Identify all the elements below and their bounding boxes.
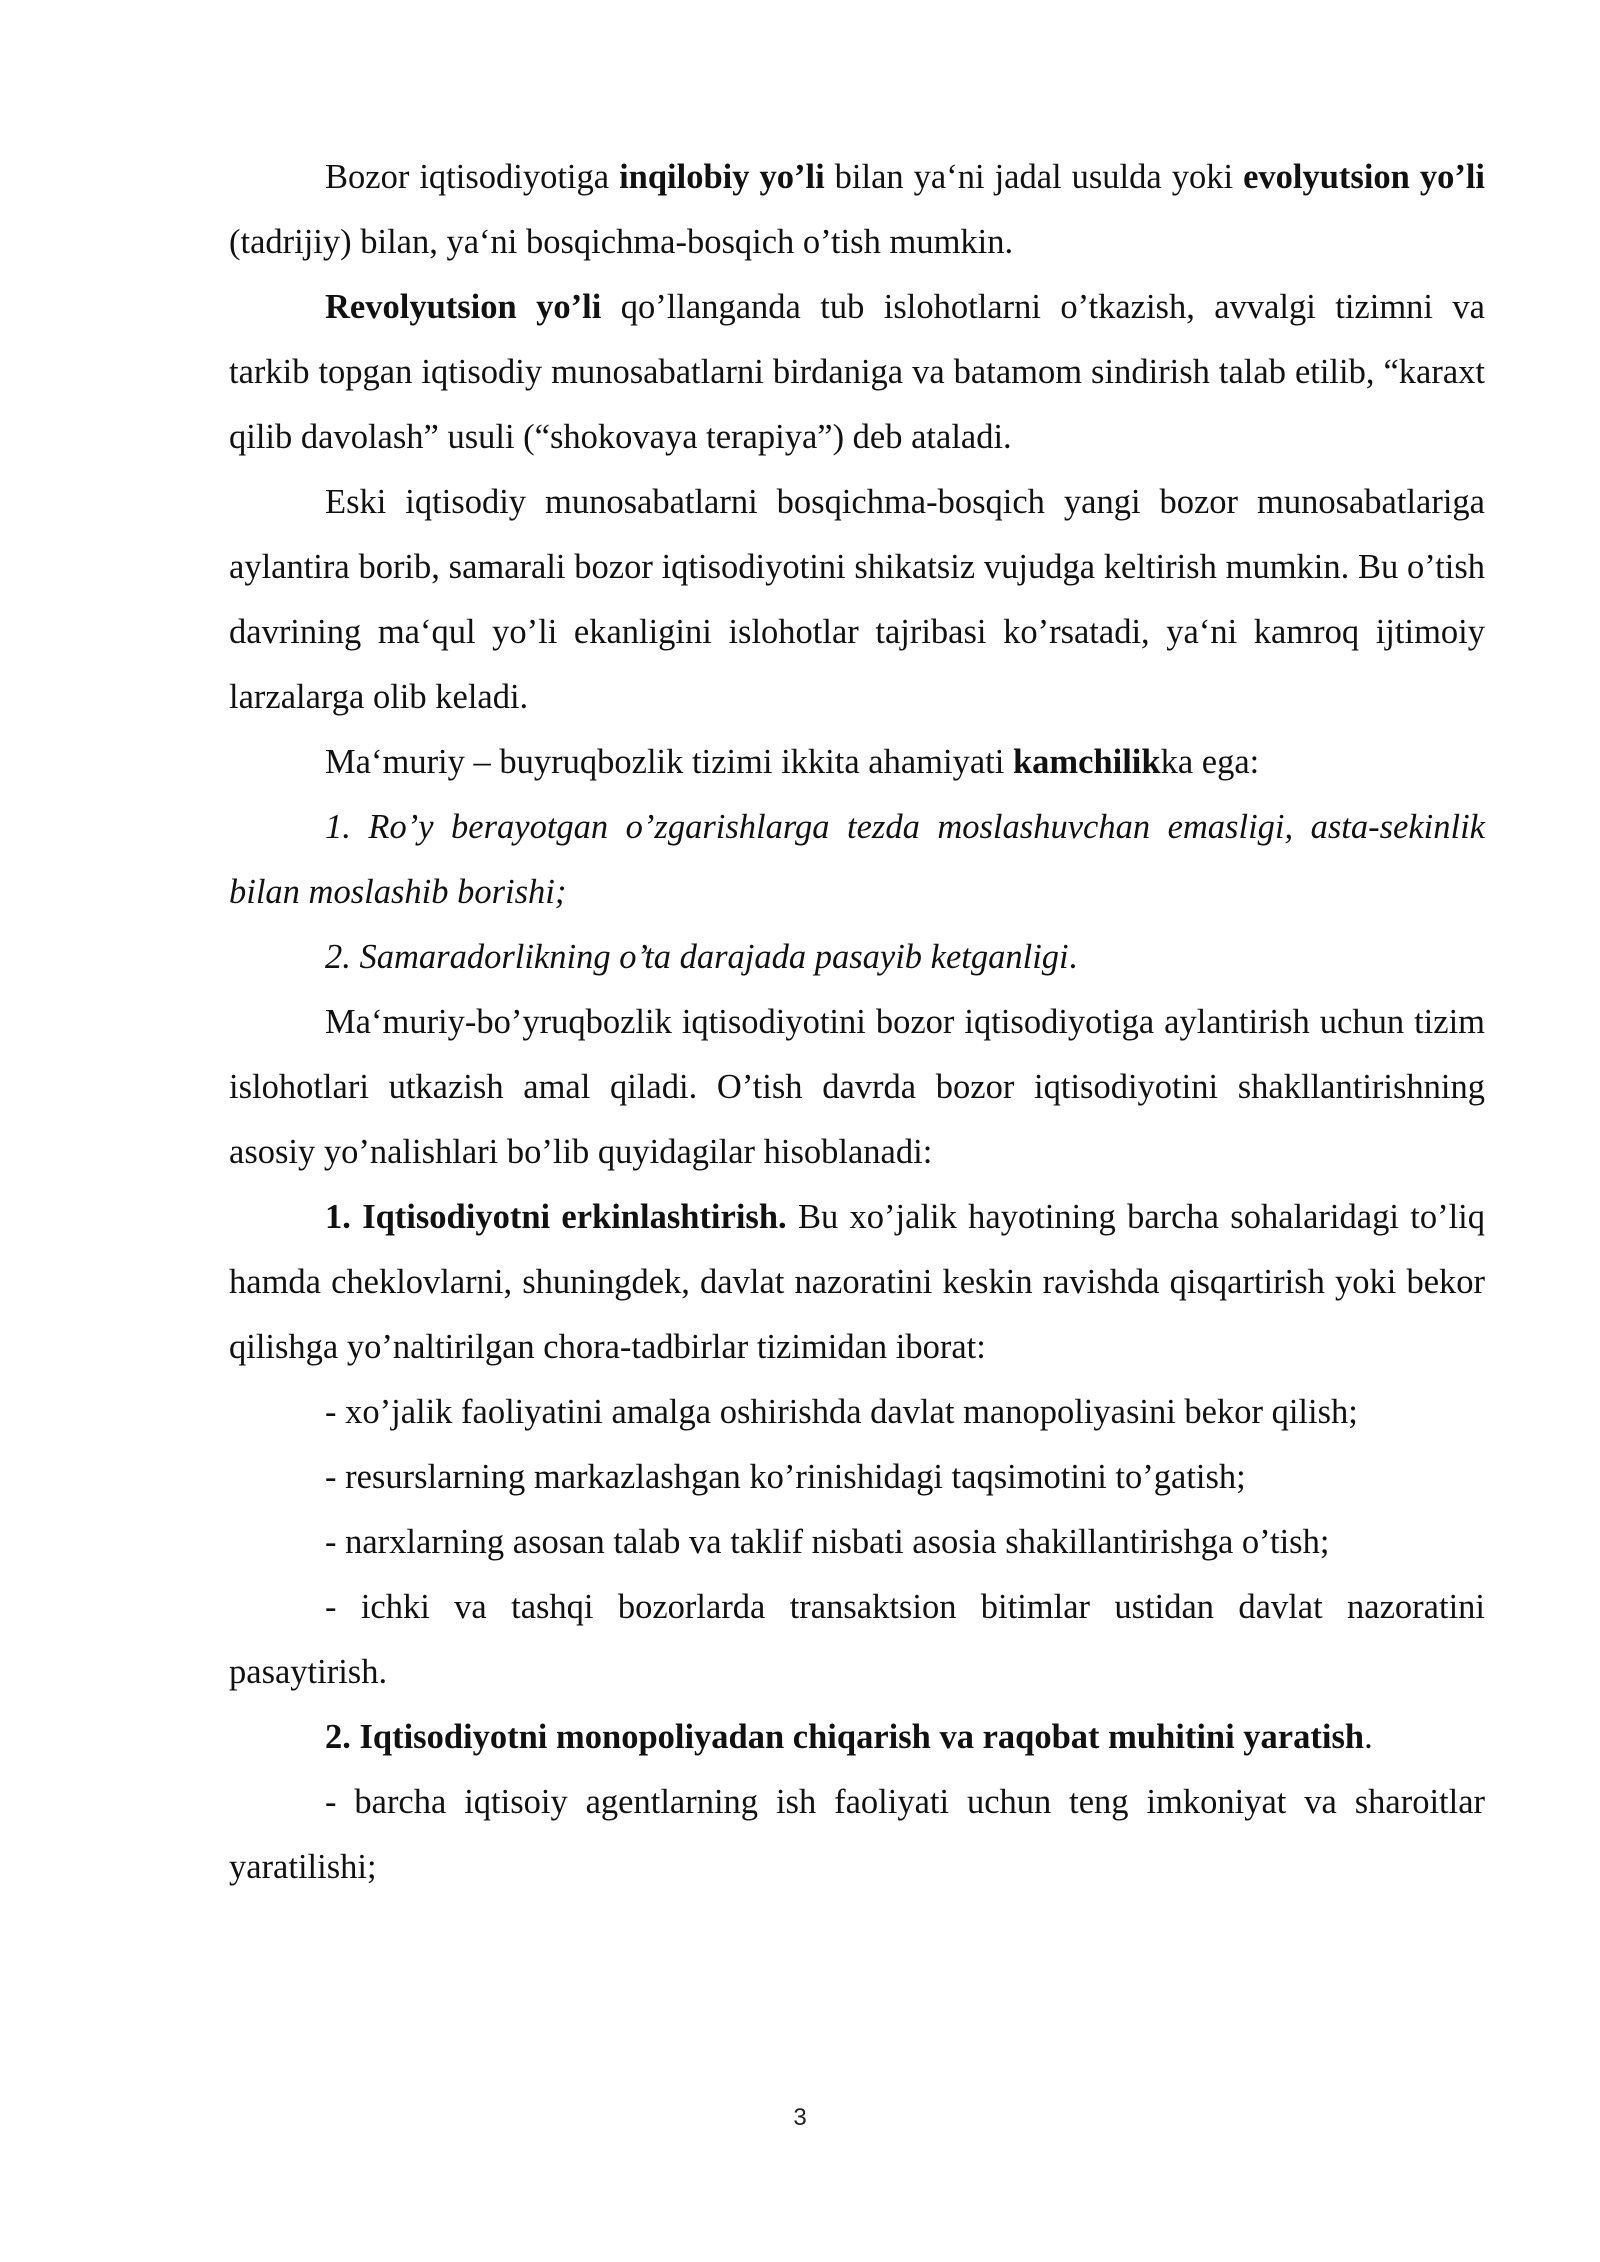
text: Ma‘muriy – buyruqbozlik tizimi ikkita ahamiyati (325, 743, 1013, 781)
bold-heading: 1. Iqtisodiyotni erkinlashtirish. (325, 1198, 787, 1236)
bold-term: Revolyutsion yo’li (325, 288, 602, 326)
paragraph-transition-paths (229, 145, 1485, 275)
italic-text: 2. Samaradorlikning o’ta darajada pasayib ketganligi (325, 938, 1069, 976)
list-item-shortcoming-1 (229, 795, 1485, 925)
paragraph-liberalization (229, 1185, 1485, 1380)
text: Bozor iqtisodiyotiga (325, 158, 620, 196)
paragraph-reform-directions: Ma‘muriy-bo’yruqbozlik iqtisodiyotini bozor iqtisodiyotiga aylantirish uchun tizim islohotlari utkazish amal qiladi. O’tish davrda bozor iqtisodiyotini shakllantirishning asosiy yo’nalishlari bo’lib quyidagilar hisoblanadi: (229, 1003, 1485, 1171)
paragraph-shortcomings-intro (229, 730, 1485, 795)
text: . (1364, 1718, 1373, 1756)
text: ka ega: (1160, 743, 1260, 781)
list-item-dash: - xo’jalik faoliyatini amalga oshirishda davlat manopoliyasini bekor qilish; (325, 1393, 1358, 1431)
bold-term-revolutionary: inqilobiy yo’li (619, 158, 825, 196)
bold-term: kamchilik (1012, 743, 1161, 781)
bold-heading: 2. Iqtisodiyotni monopoliyadan chiqarish va raqobat muhitini yaratish (325, 1718, 1365, 1756)
paragraph-gradual-path: Eski iqtisodiy munosabatlarni bosqichma-bosqich yangi bozor munosabatlariga aylantira borib, samarali bozor iqtisodiyotini shikatsiz vujudga keltirish mumkin. Bu o’tish davrining ma‘qul yo’li ekanligini islohotlar tajribasi ko’rsatadi, ya‘ni kamroq ijtimoiy larzalarga olib keladi. (229, 483, 1485, 716)
list-item-shortcoming-2 (229, 925, 1485, 990)
list-item-dash: - barcha iqtisoiy agentlarning ish faoliyati uchun teng imkoniyat va sharoitlar yaratilishi; (229, 1783, 1485, 1886)
list-item-dash: - resurslarning markazlashgan ko’rinishidagi taqsimotini to’gatish; (325, 1458, 1246, 1496)
list-item-dash: - narxlarning asosan talab va taklif nisbati asosia shakillantirishga o’tish; (325, 1523, 1330, 1561)
italic-text: 1. Ro’y berayotgan o’zgarishlarga tezda moslashuvchan emasligi, asta-sekinlik bilan moslashib borishi; (229, 808, 1485, 911)
list-item-dash: - ichki va tashqi bozorlarda transaktsion bitimlar ustidan davlat nazoratini pasaytirish. (229, 1588, 1485, 1691)
paragraph-revolutionary-path (229, 275, 1485, 470)
text: qo’llanganda tub islohotlarni o’tkazish, avvalgi tizimni va tarkib topgan iqtisodiy munosabatlarni birdaniga va batamom sindirish talab etilib, “karaxt qilib davolash” usuli (“shokovaya terapiya”) deb ataladi. (229, 288, 1485, 456)
text: . (1068, 938, 1078, 976)
text: Bu xo’jalik hayotining barcha sohalaridagi to’liq hamda cheklovlarni, shuningdek, davlat nazoratini keskin ravishda qisqartirish yoki bekor qilishga yo’naltirilgan chora-tadbirlar tizimidan iborat: (229, 1198, 1485, 1366)
text: (tadrijiy) bilan, ya‘ni bosqichma-bosqich o’tish mumkin. (229, 223, 1014, 261)
paragraph-demonopolization (229, 1705, 1485, 1770)
page-number: 3 (793, 2104, 807, 2131)
document-page (229, 145, 1485, 1900)
bold-term-evolutionary: evolyutsion yo’li (1243, 158, 1486, 196)
text: bilan ya‘ni jadal usulda yoki (824, 158, 1244, 196)
